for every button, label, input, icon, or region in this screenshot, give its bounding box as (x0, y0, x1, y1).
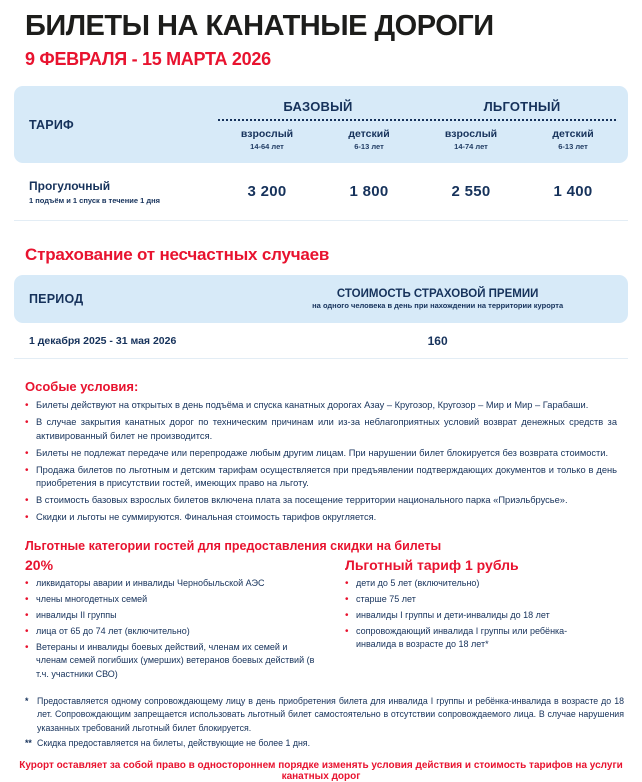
page-title: БИЛЕТЫ НА КАНАТНЫЕ ДОРОГИ (25, 10, 494, 42)
tariff-note: 1 подъём и 1 спуск в течение 1 дня (29, 195, 161, 205)
list-item: • Билеты действуют на открытых в день подъёма и спуска канатных дорогах Азау – Кругозор, Кругозор – Мир и Мир – Гарабаши. (25, 399, 617, 413)
insurance-table-header (14, 275, 628, 323)
discount-20-percent-list (25, 577, 317, 682)
footnotes (25, 695, 624, 750)
list-item: • старше 75 лет (345, 593, 595, 607)
insurance-premium-value: 160 (427, 333, 448, 348)
date-range: 9 ФЕВРАЛЯ - 15 МАРТА 2026 (25, 49, 271, 70)
cost-header-title: СТОИМОСТЬ СТРАХОВОЙ ПРЕМИИ (336, 288, 539, 301)
cost-column-header (247, 288, 628, 310)
price-basic-adult: 3 200 (247, 183, 287, 201)
subcolumn-label: детский (348, 128, 390, 141)
subcolumn-basic-child (318, 128, 420, 151)
footer-disclaimer: Курорт оставляет за собой право в одностороннем порядке изменять условия действия и стоимость тарифов на услуги канатных дорог (19, 759, 623, 782)
table-row (14, 163, 628, 221)
list-item: • В случае закрытия канатных дорог по техническим причинам или из-за неблагоприятных условий возврат денежных средств за активированный билет не производится. (25, 416, 617, 443)
subcolumn-age: 14-74 лет (454, 142, 488, 152)
price-discount-child: 1 400 (553, 183, 593, 201)
list-item: • В стоимость базовых взрослых билетов включена плата за посещение территории национального парка «Приэльбрусье». (25, 494, 617, 508)
list-item: • Ветераны и инвалиды боевых действий, членам их семей и членам семей погибших (умерших) ветеранов боевых действий (в т.ч. участники СВО) (25, 641, 317, 682)
discount-1-ruble-column (345, 557, 595, 684)
cost-header-subtitle: на одного человека в день при нахождении на территории курорта (312, 301, 564, 311)
discount-20-percent-title: 20% (25, 556, 54, 573)
dotted-divider (218, 119, 616, 121)
footnote (25, 737, 624, 750)
footnote-marker: ** (25, 737, 32, 748)
list-item: • члены многодетных семей (25, 593, 317, 607)
subcolumn-age: 6-13 лет (558, 142, 588, 152)
subcolumn-label: взрослый (240, 128, 294, 141)
discount-20-percent-column (25, 557, 317, 684)
price-basic-child: 1 800 (349, 183, 389, 201)
list-item: • Скидки и льготы не суммируются. Финальная стоимость тарифов округляется. (25, 511, 617, 525)
footnote-text: Предоставляется одному сопровождающему лицу в день приобретения билета для инвалида I группы и ребёнка-инвалида в возрасте до 18 лет. Сопровождающим запрещается использовать льготный билет самостоятельно в отсутствии сопровождаемого лица. В случае нарушения указанных требований льготный билет блокируется. (37, 696, 624, 733)
discount-categories-heading: Льготные категории гостей для предоставления скидки на билеты (25, 538, 442, 553)
discount-1-ruble-title: Льготный тариф 1 рубль (345, 556, 519, 573)
insurance-period-value: 1 декабря 2025 - 31 мая 2026 (29, 334, 177, 347)
special-conditions-heading: Особые условия: (25, 379, 139, 395)
insurance-heading: Страхование от несчастных случаев (25, 245, 330, 265)
list-item: • дети до 5 лет (включительно) (345, 577, 595, 591)
list-item: • Продажа билетов по льготным и детским тарифам осуществляется при предъявлении подтверждающих документов и только в день приобретения в присутствии гостей, имеющих право на льготу. (25, 464, 617, 491)
list-item: • инвалиды I группы и дети-инвалиды до 18 лет (345, 609, 595, 623)
tariff-name-cell (14, 179, 216, 205)
footnote (25, 695, 624, 735)
tariff-column-header: ТАРИФ (29, 118, 74, 133)
subcolumn-basic-adult (216, 128, 318, 151)
group-header-basic: БАЗОВЫЙ (283, 99, 353, 115)
list-item: • лица от 65 до 74 лет (включительно) (25, 625, 317, 639)
tariff-name: Прогулочный (29, 178, 111, 193)
footnote-text: Скидка предоставляется на билеты, действующие не более 1 дня. (37, 737, 311, 748)
special-conditions-list (25, 399, 617, 524)
subcolumn-label: взрослый (444, 128, 498, 141)
list-item: • ликвидаторы аварии и инвалиды Чернобыльской АЭС (25, 577, 317, 591)
subcolumn-age: 6-13 лет (354, 142, 384, 152)
list-item: • инвалиды II группы (25, 609, 317, 623)
tariff-table (14, 86, 628, 221)
subcolumn-age: 14-64 лет (250, 142, 284, 152)
footnote-marker: * (25, 696, 29, 707)
price-discount-adult: 2 550 (451, 183, 491, 201)
list-item: • Билеты не подлежат передаче или перепродаже любым другим лицам. При нарушении билет блокируется без возврата стоимости. (25, 447, 617, 461)
tariff-table-header (14, 86, 628, 163)
subcolumn-label: детский (552, 128, 594, 141)
insurance-table (14, 275, 628, 359)
subcolumn-discount-child (522, 128, 624, 151)
list-item: • сопровождающий инвалида I группы или ребёнка-инвалида в возрасте до 18 лет* (345, 625, 595, 652)
subcolumn-discount-adult (420, 128, 522, 151)
discount-categories-columns (25, 557, 617, 684)
group-header-discount: ЛЬГОТНЫЙ (483, 99, 561, 115)
period-column-header: ПЕРИОД (29, 292, 84, 307)
discount-1-ruble-list (345, 577, 595, 652)
table-row (14, 323, 628, 359)
